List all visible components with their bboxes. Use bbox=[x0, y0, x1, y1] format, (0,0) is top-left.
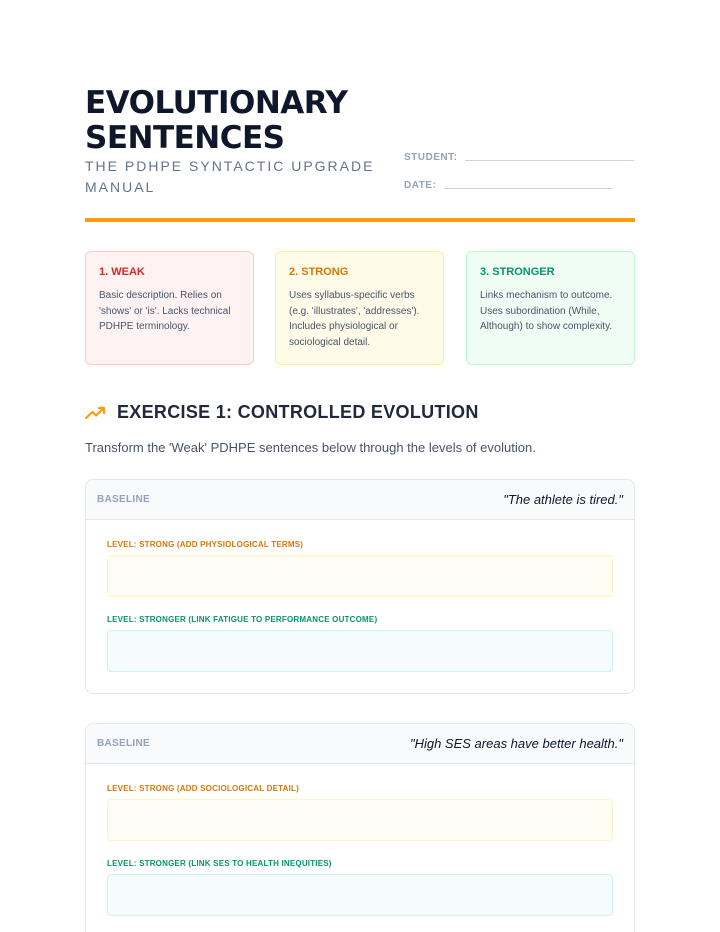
strong-level-label: LEVEL: STRONG (ADD SOCIOLOGICAL DETAIL) bbox=[107, 784, 299, 793]
baseline-label: BASELINE bbox=[97, 494, 150, 505]
stronger-level-label: LEVEL: STRONGER (LINK FATIGUE TO PERFORMANCE OUTCOME) bbox=[107, 615, 378, 624]
level-title: 1. WEAK bbox=[99, 266, 145, 278]
level-description: Basic description. Relies on 'shows' or 'is'. Lacks technical PDHPE terminology. bbox=[99, 290, 231, 333]
stronger-answer-box[interactable] bbox=[107, 874, 613, 916]
baseline-header bbox=[86, 724, 634, 764]
level-legend bbox=[85, 251, 635, 365]
level-title: 2. STRONG bbox=[289, 266, 349, 278]
baseline-sentence: "The athlete is tired." bbox=[503, 492, 623, 507]
student-label: STUDENT: bbox=[404, 152, 458, 163]
worksheet-page bbox=[85, 0, 635, 932]
exercise-body bbox=[86, 520, 634, 672]
title-line-2: SENTENCES bbox=[85, 120, 285, 156]
date-label: DATE: bbox=[404, 180, 437, 191]
level-card-stronger bbox=[466, 251, 635, 365]
date-field bbox=[404, 180, 613, 191]
stronger-answer-box[interactable] bbox=[107, 630, 613, 672]
exercise-title: EXERCISE 1: CONTROLLED EVOLUTION bbox=[117, 402, 479, 422]
level-card-weak bbox=[85, 251, 254, 365]
strong-level-label: LEVEL: STRONG (ADD PHYSIOLOGICAL TERMS) bbox=[107, 540, 304, 549]
exercise-card bbox=[85, 479, 635, 694]
baseline-label: BASELINE bbox=[97, 738, 150, 749]
page-subtitle: THE PDHPE SYNTACTIC UPGRADE MANUAL bbox=[85, 158, 375, 195]
strong-answer-box[interactable] bbox=[107, 555, 613, 597]
exercise-instructions: Transform the 'Weak' PDHPE sentences below through the levels of evolution. bbox=[85, 440, 536, 455]
header-divider bbox=[85, 218, 635, 222]
student-field bbox=[404, 152, 634, 163]
trending-up-icon bbox=[85, 406, 106, 420]
level-card-strong bbox=[275, 251, 444, 365]
level-description: Uses syllabus-specific verbs (e.g. 'illustrates', 'addresses'). Includes physiological or sociological detail. bbox=[289, 290, 420, 349]
baseline-header bbox=[86, 480, 634, 520]
level-title: 3. STRONGER bbox=[480, 266, 555, 278]
stronger-level-label: LEVEL: STRONGER (LINK SES TO HEALTH INEQUITIES) bbox=[107, 859, 332, 868]
exercise-body bbox=[86, 764, 634, 916]
page-title bbox=[85, 86, 347, 156]
date-input-line[interactable] bbox=[444, 187, 613, 189]
title-line-1: EVOLUTIONARY bbox=[85, 85, 348, 121]
strong-answer-box[interactable] bbox=[107, 799, 613, 841]
exercise-card bbox=[85, 723, 635, 932]
level-description: Links mechanism to outcome. Uses subordination (While, Although) to show complexity. bbox=[480, 290, 613, 333]
baseline-sentence: "High SES areas have better health." bbox=[409, 736, 623, 751]
student-input-line[interactable] bbox=[465, 159, 634, 161]
exercise-heading bbox=[85, 402, 479, 423]
